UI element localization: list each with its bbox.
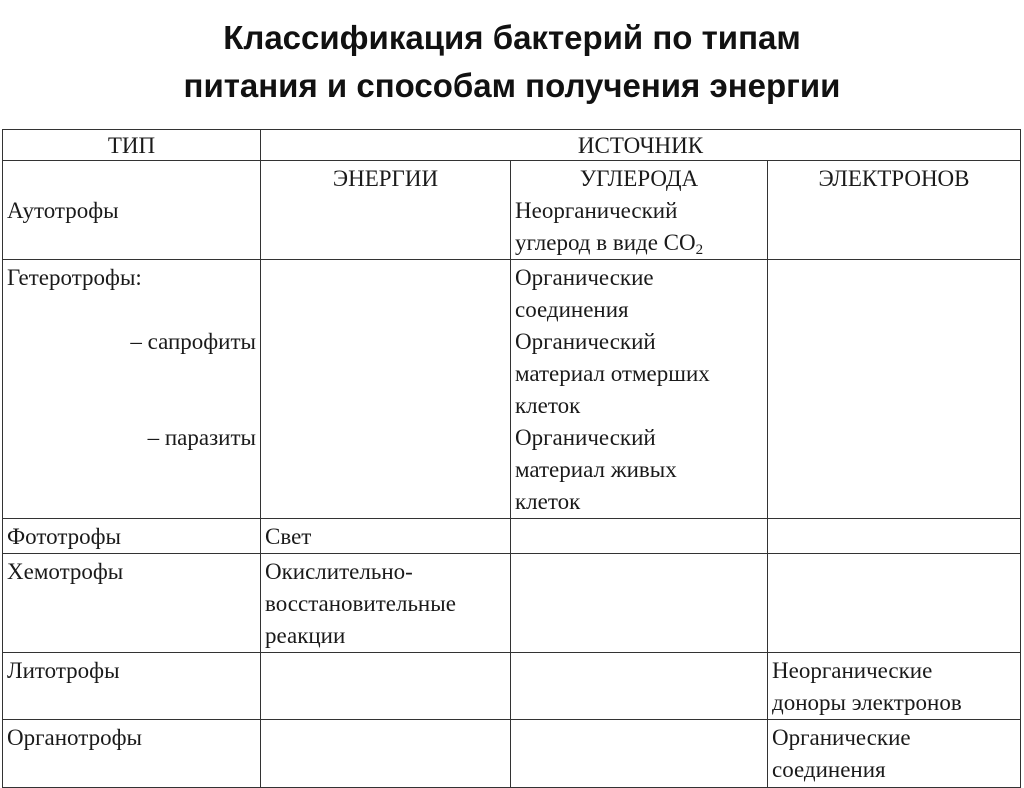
title-line-2: питания и способам получения энергии bbox=[183, 67, 841, 104]
cell-carbon-autotrophs bbox=[511, 161, 768, 260]
cell-electrons-heterotrophs bbox=[768, 260, 1021, 519]
table-row-organotrophs bbox=[3, 720, 1021, 788]
header-type-cell bbox=[3, 130, 261, 161]
cell-type-autotrophs bbox=[3, 161, 261, 260]
col-header-electrons: ЭЛЕКТРОНОВ bbox=[818, 166, 970, 191]
cell-energy-organotrophs bbox=[261, 720, 511, 788]
header-source-cell bbox=[261, 130, 1021, 161]
cell-energy-chemotrophs bbox=[261, 554, 511, 653]
cell-col-energy bbox=[261, 161, 511, 260]
cell-carbon-chemotrophs bbox=[511, 554, 768, 653]
type-autotrophs: Аутотрофы bbox=[7, 198, 119, 223]
energy-chemotrophs-line-1: Окислительно- bbox=[265, 559, 413, 584]
carbon-parasites-line-3: клеток bbox=[515, 489, 581, 514]
cell-type-lithotrophs bbox=[3, 653, 261, 720]
type-organotrophs: Органотрофы bbox=[7, 725, 142, 750]
col-header-carbon: УГЛЕРОДА bbox=[579, 166, 699, 191]
carbon-autotrophs-line-2 bbox=[515, 227, 763, 259]
cell-type-chemotrophs bbox=[3, 554, 261, 653]
type-chemotrophs: Хемотрофы bbox=[7, 559, 124, 584]
cell-electrons-organotrophs bbox=[768, 720, 1021, 788]
electrons-organotrophs-line-1: Органические bbox=[772, 725, 911, 750]
cell-carbon-organotrophs bbox=[511, 720, 768, 788]
type-parasites: – паразиты bbox=[147, 425, 256, 450]
energy-chemotrophs-line-2: восстановительные bbox=[265, 591, 456, 616]
table-row-phototrophs bbox=[3, 519, 1021, 554]
electrons-lithotrophs-line-2: доноры электронов bbox=[772, 690, 962, 715]
type-lithotrophs: Литотрофы bbox=[7, 658, 120, 683]
classification-table bbox=[2, 129, 1021, 788]
cell-col-electrons bbox=[768, 161, 1021, 260]
title-line-1: Классификация бактерий по типам bbox=[223, 19, 801, 56]
carbon-saprophytes-line-3: клеток bbox=[515, 393, 581, 418]
table-row-chemotrophs bbox=[3, 554, 1021, 653]
page-title bbox=[0, 14, 1024, 110]
header-source: ИСТОЧНИК bbox=[577, 133, 704, 158]
energy-chemotrophs-line-3: реакции bbox=[265, 623, 346, 648]
carbon-heterotrophs-line-2: соединения bbox=[515, 297, 629, 322]
type-phototrophs: Фототрофы bbox=[7, 524, 122, 549]
energy-phototrophs: Свет bbox=[265, 524, 312, 549]
cell-type-organotrophs bbox=[3, 720, 261, 788]
cell-type-phototrophs bbox=[3, 519, 261, 554]
carbon-saprophytes-line-2: материал отмерших bbox=[515, 361, 710, 386]
cell-electrons-phototrophs bbox=[768, 519, 1021, 554]
cell-energy-phototrophs bbox=[261, 519, 511, 554]
carbon-saprophytes-line-1: Органический bbox=[515, 329, 656, 354]
cell-electrons-chemotrophs bbox=[768, 554, 1021, 653]
table-row-heterotrophs bbox=[3, 260, 1021, 519]
carbon-heterotrophs-line-1: Органические bbox=[515, 265, 654, 290]
cell-electrons-lithotrophs bbox=[768, 653, 1021, 720]
cell-carbon-phototrophs bbox=[511, 519, 768, 554]
electrons-organotrophs-line-2: соединения bbox=[772, 757, 886, 782]
cell-type-heterotrophs bbox=[3, 260, 261, 519]
carbon-parasites-line-1: Органический bbox=[515, 425, 656, 450]
carbon-autotrophs-line-1: Неорганический bbox=[515, 198, 678, 223]
header-type: ТИП bbox=[107, 133, 156, 158]
carbon-autotrophs-text: углерод в виде CO bbox=[515, 230, 696, 255]
cell-energy-lithotrophs bbox=[261, 653, 511, 720]
cell-energy-heterotrophs bbox=[261, 260, 511, 519]
carbon-autotrophs-sub: 2 bbox=[695, 242, 704, 258]
cell-carbon-lithotrophs bbox=[511, 653, 768, 720]
type-heterotrophs: Гетеротрофы: bbox=[7, 265, 142, 290]
col-header-energy: ЭНЕРГИИ bbox=[332, 166, 439, 191]
electrons-lithotrophs-line-1: Неорганические bbox=[772, 658, 933, 683]
table-row-lithotrophs bbox=[3, 653, 1021, 720]
carbon-parasites-line-2: материал живых bbox=[515, 457, 677, 482]
cell-carbon-heterotrophs bbox=[511, 260, 768, 519]
type-saprophytes: – сапрофиты bbox=[130, 329, 256, 354]
table-header-row bbox=[3, 130, 1021, 161]
table-row-autotrophs bbox=[3, 161, 1021, 260]
